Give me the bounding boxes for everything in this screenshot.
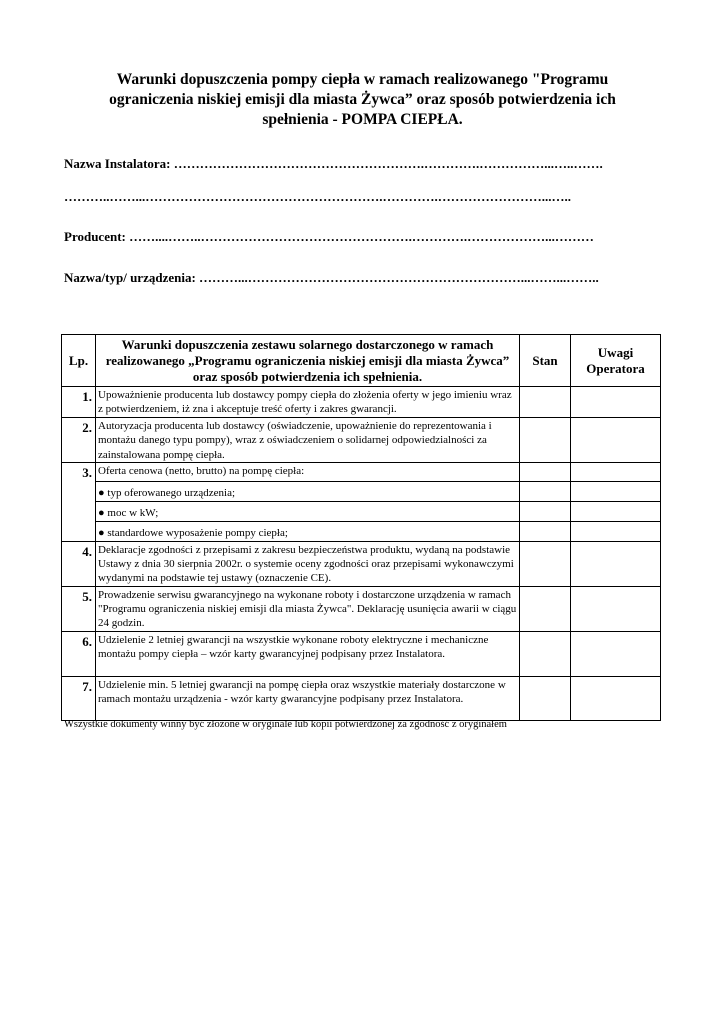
installer-name-field: Nazwa Instalatora: ………………………………………………….………….……………...…..……. xyxy=(64,156,603,171)
table-header-row xyxy=(62,335,661,387)
uwagi-cell[interactable] xyxy=(571,541,661,586)
row-number: 3. xyxy=(62,462,96,481)
header-stan: Stan xyxy=(520,335,571,387)
header-conditions: Warunki dopuszczenia zestawu solarnego dostarczonego w ramach realizowanego „Programu ograniczenia niskiej emisji dla miasta Żywca” oraz sposób potwierdzenia ich spełnienia. xyxy=(96,335,520,387)
uwagi-cell[interactable] xyxy=(571,676,661,720)
row-number: 6. xyxy=(62,631,96,676)
table-row xyxy=(62,418,661,463)
header-lp: Lp. xyxy=(62,335,96,387)
table-row xyxy=(62,541,661,586)
header-uwagi: Uwagi Operatora xyxy=(571,335,661,387)
uwagi-cell[interactable] xyxy=(571,462,661,481)
installer-name-continuation: ………..……...……………………………………………….………….……………………...….. xyxy=(64,189,571,204)
row-number: 1. xyxy=(62,387,96,418)
table-row xyxy=(62,462,661,481)
uwagi-cell[interactable] xyxy=(571,418,661,463)
stan-cell[interactable] xyxy=(520,481,571,501)
uwagi-cell[interactable] xyxy=(571,586,661,631)
row-text: Oferta cenowa (netto, brutto) na pompę ciepła: xyxy=(96,462,520,481)
row-subitem: ● standardowe wyposażenie pompy ciepła; xyxy=(96,521,520,541)
stan-cell[interactable] xyxy=(520,387,571,418)
producer-field: Producent: ……....……..………………………………………….………….………………...……… xyxy=(64,229,594,244)
stan-cell[interactable] xyxy=(520,521,571,541)
uwagi-cell[interactable] xyxy=(571,521,661,541)
row-number: 5. xyxy=(62,586,96,631)
row-text: Udzielenie min. 5 letniej gwarancji na pompę ciepła oraz wszystkie materiały dostarczone w ramach montażu urządzenia - wzór karty gwarancyjne podpisany przez Instalatora. xyxy=(96,676,520,720)
stan-cell[interactable] xyxy=(520,501,571,521)
stan-cell[interactable] xyxy=(520,586,571,631)
table-row xyxy=(62,586,661,631)
table-subrow xyxy=(62,481,661,501)
row-text: Prowadzenie serwisu gwarancyjnego na wykonane roboty i dostarczone urządzenia w ramach "Programu ograniczenia niskiej emisji dla miasta Żywca". Deklarację usunięcia awarii w ciągu 24 godzin. xyxy=(96,586,520,631)
device-field: Nazwa/typ/ urządzenia: ………...………………………………………………………...……...…….. xyxy=(64,270,599,285)
document-title: Warunki dopuszczenia pompy ciepła w ramach realizowanego "Programu ograniczenia niskiej emisji dla miasta Żywca” oraz sposób potwierdzenia ich spełnienia - POMPA CIEPŁA. xyxy=(109,71,616,128)
uwagi-cell[interactable] xyxy=(571,501,661,521)
stan-cell[interactable] xyxy=(520,418,571,463)
row-subitem: ● typ oferowanego urządzenia; xyxy=(96,481,520,501)
row-text: Deklaracje zgodności z przepisami z zakresu bezpieczeństwa produktu, wydaną na podstawie Ustawy z dnia 30 sierpnia 2002r. o systemie oceny zgodności oraz przepisami wykonawczymi wydanymi na podstawie tej ustawy (oznaczenie CE). xyxy=(96,541,520,586)
table-subrow xyxy=(62,521,661,541)
table-row xyxy=(62,631,661,676)
row-text: Upoważnienie producenta lub dostawcy pompy ciepła do złożenia oferty w jego imieniu wraz z potwierdzeniem, iż zna i akceptuje treść oferty i zakres gwarancji. xyxy=(96,387,520,418)
footer-note: Wszystkie dokumenty winny być złożone w oryginale lub kopii potwierdzonej za zgodność z oryginałem xyxy=(64,719,507,730)
row-number: 2. xyxy=(62,418,96,463)
stan-cell[interactable] xyxy=(520,462,571,481)
row-number: 4. xyxy=(62,541,96,586)
uwagi-cell[interactable] xyxy=(571,481,661,501)
uwagi-cell[interactable] xyxy=(571,631,661,676)
table-row xyxy=(62,387,661,418)
conditions-table xyxy=(61,334,661,721)
row-number: 7. xyxy=(62,676,96,720)
uwagi-cell[interactable] xyxy=(571,387,661,418)
stan-cell[interactable] xyxy=(520,631,571,676)
row-text: Udzielenie 2 letniej gwarancji na wszystkie wykonane roboty elektryczne i mechaniczne montażu pompy ciepła – wzór karty gwarancyjnej podpisany przez Instalatora. xyxy=(96,631,520,676)
stan-cell[interactable] xyxy=(520,676,571,720)
row-subitem: ● moc w kW; xyxy=(96,501,520,521)
row-text: Autoryzacja producenta lub dostawcy (oświadczenie, upoważnienie do reprezentowania i montażu danego typu pompy), wraz z oświadczeniem o solidarnej odpowiedzialności za zainstalowana pompę ciepła. xyxy=(96,418,520,463)
table-subrow xyxy=(62,501,661,521)
table-row xyxy=(62,676,661,720)
stan-cell[interactable] xyxy=(520,541,571,586)
